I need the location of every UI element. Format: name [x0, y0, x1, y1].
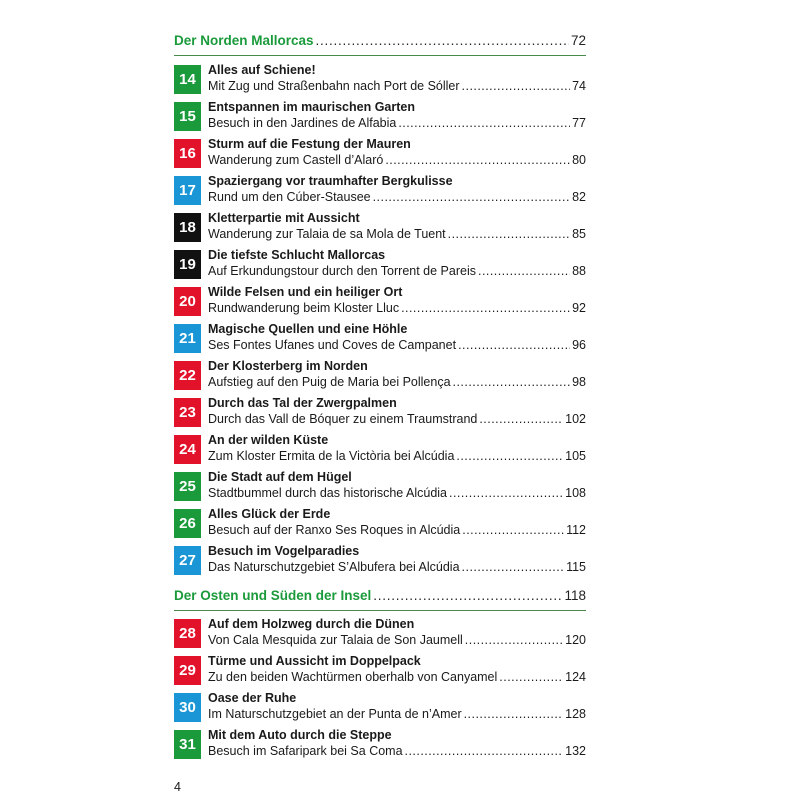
toc-entry[interactable]	[174, 433, 586, 466]
leader-dots	[462, 79, 571, 93]
leader-dots	[464, 707, 564, 721]
entry-subtitle-row	[208, 523, 586, 537]
section-title: Der Norden Mallorcas	[174, 33, 314, 48]
entry-subtitle-row	[208, 153, 586, 167]
entry-page: 82	[572, 190, 586, 204]
tour-number-badge: 25	[174, 472, 201, 501]
toc-entry[interactable]	[174, 544, 586, 577]
entry-page: 88	[572, 264, 586, 278]
leader-dots	[499, 670, 563, 684]
entry-subtitle-row	[208, 560, 586, 574]
toc-entry[interactable]	[174, 285, 586, 318]
leader-dots	[449, 486, 563, 500]
entry-page: 124	[565, 670, 586, 684]
tour-number-badge: 30	[174, 693, 201, 722]
entry-subtitle-row	[208, 264, 586, 278]
entry-title: Entspannen im maurischen Garten	[208, 100, 415, 114]
leader-dots	[405, 744, 564, 758]
leader-dots	[479, 412, 563, 426]
entry-subtitle-row	[208, 116, 586, 130]
leader-dots	[316, 33, 569, 48]
toc-entry[interactable]	[174, 470, 586, 503]
entry-subtitle: Ses Fontes Ufanes und Coves de Campanet	[208, 338, 457, 352]
tour-number-badge: 17	[174, 176, 201, 205]
tour-number-badge: 23	[174, 398, 201, 427]
entry-title: Türme und Aussicht im Doppelpack	[208, 654, 421, 668]
tour-number-badge: 18	[174, 213, 201, 242]
entry-title: Spaziergang vor traumhafter Bergkulisse	[208, 174, 453, 188]
leader-dots	[462, 523, 564, 537]
toc-entry[interactable]	[174, 728, 586, 761]
leader-dots	[478, 264, 570, 278]
toc-entry[interactable]	[174, 174, 586, 207]
entry-subtitle: Besuch in den Jardines de Alfabia	[208, 116, 397, 130]
entry-page: 112	[566, 523, 586, 537]
leader-dots	[458, 338, 570, 352]
entry-title: Besuch im Vogelparadies	[208, 544, 360, 558]
toc-entry[interactable]	[174, 322, 586, 355]
entry-subtitle: Rund um den Cúber-Stausee	[208, 190, 371, 204]
entry-subtitle-row	[208, 412, 586, 426]
section-page: 72	[570, 33, 586, 48]
section-page: 118	[564, 588, 586, 603]
page-number: 4	[174, 780, 181, 794]
entry-subtitle: Stadtbummel durch das historische Alcúdia	[208, 486, 448, 500]
entry-subtitle-row	[208, 449, 586, 463]
entry-title: Durch das Tal der Zwergpalmen	[208, 396, 397, 410]
entry-subtitle-row	[208, 79, 586, 93]
section-heading[interactable]	[174, 33, 586, 48]
entry-subtitle: Zu den beiden Wachtürmen oberhalb von Canyamel	[208, 670, 498, 684]
leader-dots	[398, 116, 570, 130]
entry-subtitle-row	[208, 670, 586, 684]
entry-page: 115	[566, 560, 586, 574]
toc-entry[interactable]	[174, 396, 586, 429]
toc-entry[interactable]	[174, 507, 586, 540]
toc-entry[interactable]	[174, 63, 586, 96]
tour-number-badge: 28	[174, 619, 201, 648]
entry-subtitle: Von Cala Mesquida zur Talaia de Son Jaumell	[208, 633, 463, 647]
entry-subtitle-row	[208, 375, 586, 389]
entry-title: Alles Glück der Erde	[208, 507, 331, 521]
entry-subtitle-row	[208, 227, 586, 241]
entry-subtitle: Wanderung zur Talaia de sa Mola de Tuent	[208, 227, 446, 241]
toc-entry[interactable]	[174, 359, 586, 392]
tour-number-badge: 14	[174, 65, 201, 94]
toc-entry[interactable]	[174, 137, 586, 170]
leader-dots	[401, 301, 570, 315]
toc-entry[interactable]	[174, 617, 586, 650]
tour-number-badge: 22	[174, 361, 201, 390]
entry-subtitle: Besuch auf der Ranxo Ses Roques in Alcúdia	[208, 523, 461, 537]
entry-title: Oase der Ruhe	[208, 691, 297, 705]
tour-number-badge: 31	[174, 730, 201, 759]
entry-title: Kletterpartie mit Aussicht	[208, 211, 360, 225]
entry-title: Die tiefste Schlucht Mallorcas	[208, 248, 386, 262]
tour-number-badge: 24	[174, 435, 201, 464]
tour-number-badge: 29	[174, 656, 201, 685]
entry-title: Alles auf Schiene!	[208, 63, 316, 77]
entry-subtitle-row	[208, 707, 586, 721]
leader-dots	[385, 153, 570, 167]
entry-subtitle-row	[208, 633, 586, 647]
toc-entry[interactable]	[174, 691, 586, 724]
entry-page: 105	[565, 449, 586, 463]
tour-number-badge: 15	[174, 102, 201, 131]
entry-page: 98	[572, 375, 586, 389]
toc-entry[interactable]	[174, 211, 586, 244]
entry-subtitle: Rundwanderung beim Kloster Lluc	[208, 301, 400, 315]
entry-page: 102	[565, 412, 586, 426]
entry-title: Der Klosterberg im Norden	[208, 359, 368, 373]
entry-subtitle: Zum Kloster Ermita de la Victòria bei Alcúdia	[208, 449, 455, 463]
entry-page: 120	[565, 633, 586, 647]
entry-title: Mit dem Auto durch die Steppe	[208, 728, 392, 742]
entry-title: Die Stadt auf dem Hügel	[208, 470, 352, 484]
entry-page: 96	[572, 338, 586, 352]
entry-title: Wilde Felsen und ein heiliger Ort	[208, 285, 403, 299]
entry-subtitle-row	[208, 301, 586, 315]
entry-subtitle: Auf Erkundungstour durch den Torrent de Pareis	[208, 264, 476, 278]
leader-dots	[465, 633, 563, 647]
entry-subtitle: Aufstieg auf den Puig de Maria bei Pollença	[208, 375, 451, 389]
leader-dots	[462, 560, 565, 574]
section-heading[interactable]	[174, 588, 586, 603]
entry-subtitle: Mit Zug und Straßenbahn nach Port de Sóller	[208, 79, 460, 93]
leader-dots	[456, 449, 563, 463]
entry-subtitle-row	[208, 486, 586, 500]
entry-title: Auf dem Holzweg durch die Dünen	[208, 617, 415, 631]
tour-number-badge: 20	[174, 287, 201, 316]
entry-subtitle-row	[208, 190, 586, 204]
leader-dots	[373, 190, 570, 204]
entry-subtitle-row	[208, 338, 586, 352]
entry-title: An der wilden Küste	[208, 433, 329, 447]
toc-entry[interactable]	[174, 100, 586, 133]
tour-number-badge: 16	[174, 139, 201, 168]
tour-number-badge: 26	[174, 509, 201, 538]
entry-page: 85	[572, 227, 586, 241]
toc-entry[interactable]	[174, 654, 586, 687]
leader-dots	[373, 588, 562, 603]
entry-page: 74	[572, 79, 586, 93]
section-title: Der Osten und Süden der Insel	[174, 588, 372, 603]
tour-number-badge: 27	[174, 546, 201, 575]
leader-dots	[448, 227, 570, 241]
entry-page: 108	[565, 486, 586, 500]
leader-dots	[453, 375, 571, 389]
tour-number-badge: 21	[174, 324, 201, 353]
toc-entry[interactable]	[174, 248, 586, 281]
entry-subtitle-row	[208, 744, 586, 758]
entry-subtitle: Besuch im Safaripark bei Sa Coma	[208, 744, 403, 758]
entry-page: 77	[572, 116, 586, 130]
entry-title: Sturm auf die Festung der Mauren	[208, 137, 411, 151]
entry-page: 132	[565, 744, 586, 758]
entry-subtitle: Das Naturschutzgebiet S’Albufera bei Alcúdia	[208, 560, 460, 574]
entry-page: 92	[572, 301, 586, 315]
entry-page: 80	[572, 153, 586, 167]
section-rule	[174, 610, 586, 611]
entry-page: 128	[565, 707, 586, 721]
tour-number-badge: 19	[174, 250, 201, 279]
entry-subtitle: Wanderung zum Castell d’Alaró	[208, 153, 384, 167]
entry-subtitle: Im Naturschutzgebiet an der Punta de n’Amer	[208, 707, 462, 721]
section-rule	[174, 55, 586, 56]
entry-subtitle: Durch das Vall de Bóquer zu einem Traumstrand	[208, 412, 478, 426]
entry-title: Magische Quellen und eine Höhle	[208, 322, 408, 336]
